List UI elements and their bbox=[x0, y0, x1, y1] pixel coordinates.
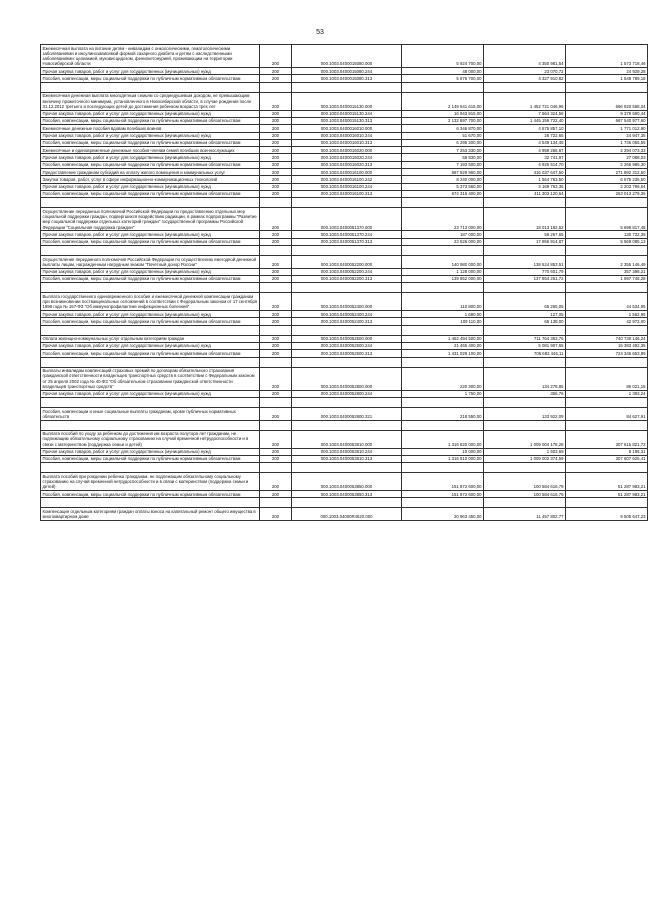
row-code-cell: 200 bbox=[260, 125, 292, 132]
row-plan-cell: 218 550,00 bbox=[402, 408, 484, 421]
row-name-cell: Прочая закупка товаров, работ и услуг для государственных (муниципальных) нужд bbox=[41, 390, 260, 397]
row-classification-cell: 000.1003.0400052400.313 bbox=[292, 318, 402, 325]
row-code-cell: 200 bbox=[260, 275, 292, 282]
row-plan-cell: 23 713 000,00 bbox=[402, 208, 484, 231]
row-name-cell: Предоставление гражданам субсидий на оплату жилого помещения и коммунальных услуг bbox=[41, 169, 260, 176]
row-rest-cell: 2 355 146,49 bbox=[566, 256, 648, 269]
row-classification-cell: 000.1003.0400053810.000 bbox=[292, 430, 402, 448]
row-name-cell: Прочая закупка товаров, работ и услуг для государственных (муниципальных) нужд bbox=[41, 311, 260, 318]
row-code-cell: 200 bbox=[260, 508, 292, 521]
row-plan-cell: 5 924 700,00 bbox=[402, 45, 484, 68]
row-rest-cell: 2 203 796,64 bbox=[566, 183, 648, 190]
table-row bbox=[41, 110, 648, 117]
row-code-cell: 200 bbox=[260, 110, 292, 117]
row-code-cell: 200 bbox=[260, 139, 292, 146]
row-classification-cell: 000.1003.0400016010.244 bbox=[292, 132, 402, 139]
row-classification-cell: 000.1003.0400016010.000 bbox=[292, 125, 402, 132]
row-classification-cell: 000.1003.0400052800.244 bbox=[292, 390, 402, 397]
spacer-row bbox=[41, 283, 648, 293]
row-rest-cell: 1 548 789,18 bbox=[566, 75, 648, 82]
row-fact-cell: 100 584 616,79 bbox=[484, 491, 566, 498]
row-plan-cell: 51 670,00 bbox=[402, 132, 484, 139]
row-plan-cell: 6 295 200,00 bbox=[402, 139, 484, 146]
row-fact-cell: 134 278,85 bbox=[484, 367, 566, 390]
row-rest-cell: 9 505 647,23 bbox=[566, 508, 648, 521]
row-name-cell: Прочая закупка товаров, работ и услуг для государственных (муниципальных) нужд bbox=[41, 154, 260, 161]
row-name-cell: Компенсация отдельным категориям граждан оплаты взноса на капитальный ремонт общего имущества в многоквартирном доме bbox=[41, 508, 260, 521]
row-fact-cell: 1 009 004 178,28 bbox=[484, 430, 566, 448]
row-plan-cell: 1 452 494 500,00 bbox=[402, 335, 484, 342]
row-plan-cell: 1 128 000,00 bbox=[402, 268, 484, 275]
row-plan-cell: 8 240 000,00 bbox=[402, 176, 484, 183]
row-classification-cell: 000.1003.0400052200.244 bbox=[292, 268, 402, 275]
row-classification-cell: 000.1003.0400016100.313 bbox=[292, 190, 402, 197]
row-name-cell: Пособия, компенсации, меры социальной поддержки по публичным нормативным обязательствам bbox=[41, 161, 260, 168]
row-code-cell: 200 bbox=[260, 208, 292, 231]
table-row bbox=[41, 183, 648, 190]
row-fact-cell: 416 037 647,50 bbox=[484, 169, 566, 176]
spacer-row bbox=[41, 198, 648, 208]
row-fact-cell: 4 327 910,82 bbox=[484, 75, 566, 82]
row-classification-cell: 000.1003.0400052500.313 bbox=[292, 350, 402, 357]
row-plan-cell: 21 465 400,00 bbox=[402, 342, 484, 349]
row-name-cell: Пособия, компенсации, меры социальной поддержки по публичным нормативным обязательствам bbox=[41, 117, 260, 124]
row-classification-cell: 000.1003.0400053810.313 bbox=[292, 455, 402, 462]
row-rest-cell: 1 771 012,90 bbox=[566, 125, 648, 132]
spacer-row bbox=[41, 498, 648, 508]
row-classification-cell: 000.1003.0400016100.242 bbox=[292, 176, 402, 183]
table-row bbox=[41, 125, 648, 132]
table-row bbox=[41, 231, 648, 238]
budget-execution-table bbox=[40, 44, 648, 521]
spacer-row bbox=[41, 246, 648, 256]
row-classification-cell: 000.1003.0400016010.313 bbox=[292, 139, 402, 146]
row-rest-cell: 1 997 748,28 bbox=[566, 275, 648, 282]
row-classification-cell: 000.1003.0400053810.244 bbox=[292, 448, 402, 455]
row-name-cell: Оплата жилищно-коммунальных услуг отдельным категориям граждан bbox=[41, 335, 260, 342]
row-fact-cell: 770 601,79 bbox=[484, 268, 566, 275]
row-rest-cell: 9 379 590,44 bbox=[566, 110, 648, 117]
row-classification-cell: 000.1003.0400015130.244 bbox=[292, 110, 402, 117]
row-classification-cell: 000.1003.0400051370.000 bbox=[292, 208, 402, 231]
row-classification-cell: 000.1003.0400052400.244 bbox=[292, 311, 402, 318]
table-row bbox=[41, 176, 648, 183]
table-row bbox=[41, 147, 648, 154]
row-name-cell: Осуществление переданного полномочия Российской Федерации по осуществлению ежегодной денежной выплаты лицам, награжденным нагрудным знаком "Почетный донор России" bbox=[41, 256, 260, 269]
spacer-row bbox=[41, 357, 648, 367]
table-row bbox=[41, 238, 648, 245]
row-plan-cell: 1 316 610 000,00 bbox=[402, 455, 484, 462]
table-row bbox=[41, 68, 648, 75]
row-plan-cell: 23 526 000,00 bbox=[402, 238, 484, 245]
table-row bbox=[41, 473, 648, 491]
row-classification-cell: 000.1003.04000R4620.000 bbox=[292, 508, 402, 521]
row-rest-cell: 42 972,00 bbox=[566, 318, 648, 325]
row-code-cell: 200 bbox=[260, 75, 292, 82]
row-fact-cell: 356,76 bbox=[484, 390, 566, 397]
row-classification-cell: 000.1003.0400016020.244 bbox=[292, 154, 402, 161]
row-fact-cell: 706 682 446,11 bbox=[484, 350, 566, 357]
row-rest-cell: 2 294 073,33 bbox=[566, 147, 648, 154]
row-name-cell: Пособия, компенсации, меры социальной поддержки по публичным нормативным обязательствам bbox=[41, 491, 260, 498]
row-fact-cell: 4 575 857,10 bbox=[484, 125, 566, 132]
row-rest-cell: 263 013 279,36 bbox=[566, 190, 648, 197]
row-rest-cell: 24 947,35 bbox=[566, 132, 648, 139]
row-code-cell: 200 bbox=[260, 169, 292, 176]
row-rest-cell: 6 675 236,50 bbox=[566, 176, 648, 183]
page-number: 53 bbox=[316, 29, 324, 36]
table-row bbox=[41, 256, 648, 269]
table-row bbox=[41, 132, 648, 139]
row-code-cell: 200 bbox=[260, 132, 292, 139]
row-code-cell: 200 bbox=[260, 161, 292, 168]
row-fact-cell: 3 169 763,36 bbox=[484, 183, 566, 190]
table-row bbox=[41, 508, 648, 521]
row-fact-cell: 4 549 134,45 bbox=[484, 139, 566, 146]
spacer-row bbox=[41, 463, 648, 473]
row-code-cell: 200 bbox=[260, 256, 292, 269]
row-plan-cell: 1 316 620 000,00 bbox=[402, 430, 484, 448]
row-plan-cell: 674 316 400,00 bbox=[402, 190, 484, 197]
row-fact-cell: 1 452 721 046,96 bbox=[484, 92, 566, 110]
row-classification-cell: 000.1003.0400016100.244 bbox=[292, 183, 402, 190]
row-rest-cell: 2 266 985,30 bbox=[566, 161, 648, 168]
row-name-cell: Пособия, компенсации, меры социальной поддержки по публичным нормативным обязательствам bbox=[41, 455, 260, 462]
row-rest-cell: 44 534,95 bbox=[566, 293, 648, 311]
table-row bbox=[41, 139, 648, 146]
table-row bbox=[41, 208, 648, 231]
row-fact-cell: 711 764 353,76 bbox=[484, 335, 566, 342]
row-classification-cell: 000.1003.0400052800.000 bbox=[292, 367, 402, 390]
table-row bbox=[41, 390, 648, 397]
row-rest-cell: 1 573 718,46 bbox=[566, 45, 648, 68]
row-name-cell: Пособия, компенсации, меры социальной поддержки по публичным нормативным обязательствам bbox=[41, 190, 260, 197]
row-name-cell: Закупка товаров, работ, услуг в сфере информационно-коммуникационных технологий bbox=[41, 176, 260, 183]
row-fact-cell: 17 956 914,87 bbox=[484, 238, 566, 245]
row-code-cell: 200 bbox=[260, 238, 292, 245]
row-fact-cell: 5 081 907,65 bbox=[484, 342, 566, 349]
row-name-cell: Прочая закупка товаров, работ и услуг для государственных (муниципальных) нужд bbox=[41, 231, 260, 238]
row-name-cell: Выплаты инвалидам компенсаций страховых премий по договорам обязательного страхования гражданской ответственности владельцев транспортных средств в соответствии с Федеральным законом от 25 апреля 2002 года № 40-ФЗ "Об обязательном страховании гражданской ответственности владельцев транспортных средств" bbox=[41, 367, 260, 390]
row-code-cell: 200 bbox=[260, 408, 292, 421]
row-name-cell: Выплата пособий по уходу за ребенком до достижения им возраста полутора лет гражданам, не подлежащим обязательному социальному страхованию на случай временной нетрудоспособности и в связи с материнством (поддержка семьи и детей) bbox=[41, 430, 260, 448]
row-plan-cell: 151 872 600,00 bbox=[402, 473, 484, 491]
row-name-cell: Пособия, компенсации, меры социальной поддержки по публичным нормативным обязательствам bbox=[41, 318, 260, 325]
row-fact-cell: 1 564 763,50 bbox=[484, 176, 566, 183]
row-name-cell: Прочая закупка товаров, работ и услуг для государственных (муниципальных) нужд bbox=[41, 132, 260, 139]
row-code-cell: 200 bbox=[260, 231, 292, 238]
spacer-row bbox=[41, 82, 648, 92]
row-code-cell: 200 bbox=[260, 335, 292, 342]
table-row bbox=[41, 154, 648, 161]
row-rest-cell: 16 383 492,35 bbox=[566, 342, 648, 349]
row-code-cell: 200 bbox=[260, 390, 292, 397]
row-plan-cell: 687 929 960,00 bbox=[402, 169, 484, 176]
row-rest-cell: 5 569 085,13 bbox=[566, 238, 648, 245]
row-fact-cell: 133 922,09 bbox=[484, 408, 566, 421]
row-name-cell: Прочая закупка товаров, работ и услуг для государственных (муниципальных) нужд bbox=[41, 68, 260, 75]
row-rest-cell: 1 746 065,55 bbox=[566, 139, 648, 146]
row-name-cell: Прочая закупка товаров, работ и услуг для государственных (муниципальных) нужд bbox=[41, 110, 260, 117]
row-code-cell: 200 bbox=[260, 45, 292, 68]
row-rest-cell: 1 393,24 bbox=[566, 390, 648, 397]
row-classification-cell: 000.1003.0400052500.244 bbox=[292, 342, 402, 349]
table-row bbox=[41, 293, 648, 311]
row-code-cell: 200 bbox=[260, 473, 292, 491]
row-name-cell: Прочая закупка товаров, работ и услуг для государственных (муниципальных) нужд bbox=[41, 183, 260, 190]
row-name-cell: Пособия, компенсации, меры социальной поддержки по публичным нормативным обязательствам bbox=[41, 238, 260, 245]
table-row bbox=[41, 161, 648, 168]
row-classification-cell: 000.1003.0400052200.313 bbox=[292, 275, 402, 282]
row-plan-cell: 139 852 000,00 bbox=[402, 275, 484, 282]
spacer-row bbox=[41, 325, 648, 335]
row-plan-cell: 1 431 029 100,00 bbox=[402, 350, 484, 357]
row-code-cell: 200 bbox=[260, 318, 292, 325]
row-fact-cell: 11 457 802,77 bbox=[484, 508, 566, 521]
row-name-cell: Прочая закупка товаров, работ и услуг для государственных (муниципальных) нужд bbox=[41, 268, 260, 275]
row-rest-cell: 696 920 568,04 bbox=[566, 92, 648, 110]
row-fact-cell: 18 013 182,52 bbox=[484, 208, 566, 231]
row-fact-cell: 138 624 853,51 bbox=[484, 256, 566, 269]
row-rest-cell: 27 088,03 bbox=[566, 154, 648, 161]
row-rest-cell: 130 732,35 bbox=[566, 231, 648, 238]
row-plan-cell: 20 963 450,00 bbox=[402, 508, 484, 521]
row-fact-cell: 4 350 981,54 bbox=[484, 45, 566, 68]
row-code-cell: 200 bbox=[260, 491, 292, 498]
row-code-cell: 200 bbox=[260, 268, 292, 275]
row-code-cell: 200 bbox=[260, 342, 292, 349]
row-code-cell: 200 bbox=[260, 92, 292, 110]
row-plan-cell: 7 193 500,00 bbox=[402, 161, 484, 168]
row-plan-cell: 220 300,00 bbox=[402, 367, 484, 390]
row-rest-cell: 307 615 821,72 bbox=[566, 430, 648, 448]
row-fact-cell: 1 445 156 722,40 bbox=[484, 117, 566, 124]
row-name-cell: Осуществление переданных полномочий Российской Федерации по предоставлению отдельных мер социальной поддержки граждан, подвергшихся воздействию радиации, в рамках подпрограммы "Развитие мер социальной поддержки отдельных категорий граждан" государственной программы Российской Федерации "Социальная поддержка граждан" bbox=[41, 208, 260, 231]
table-row bbox=[41, 367, 648, 390]
row-fact-cell: 23 070,72 bbox=[484, 68, 566, 75]
row-code-cell: 200 bbox=[260, 117, 292, 124]
row-fact-cell: 65 265,05 bbox=[484, 293, 566, 311]
row-fact-cell: 7 564 324,56 bbox=[484, 110, 566, 117]
row-classification-cell: 000.1003.0400015080.244 bbox=[292, 68, 402, 75]
row-plan-cell: 10 000,00 bbox=[402, 448, 484, 455]
row-name-cell: Прочая закупка товаров, работ и услуг для государственных (муниципальных) нужд bbox=[41, 448, 260, 455]
row-classification-cell: 000.1003.0400016100.000 bbox=[292, 169, 402, 176]
row-fact-cell: 411 303 120,64 bbox=[484, 190, 566, 197]
row-classification-cell: 000.1003.0400051370.244 bbox=[292, 231, 402, 238]
row-code-cell: 200 bbox=[260, 430, 292, 448]
row-plan-cell: 7 253 330,00 bbox=[402, 147, 484, 154]
row-name-cell: Выплата государственного единовременного пособия и ежемесячной денежной компенсации гражданам при возникновении поствакцинальных осложнений в соответствии с Федеральным законом от 17 сентября 1998 года № 157-ФЗ "Об иммунопрофилактике инфекционных болезней" bbox=[41, 293, 260, 311]
row-name-cell: Ежемесячные денежные пособия вдовам погибших воинов bbox=[41, 125, 260, 132]
spacer-row bbox=[41, 420, 648, 430]
table-row bbox=[41, 408, 648, 421]
row-code-cell: 200 bbox=[260, 147, 292, 154]
row-rest-cell: 5 699 817,48 bbox=[566, 208, 648, 231]
row-plan-cell: 48 000,00 bbox=[402, 68, 484, 75]
table-row bbox=[41, 169, 648, 176]
row-rest-cell: 687 540 977,60 bbox=[566, 117, 648, 124]
row-rest-cell: 307 607 625,41 bbox=[566, 455, 648, 462]
row-classification-cell: 000.1003.0400015080.000 bbox=[292, 45, 402, 68]
row-classification-cell: 000.1003.0400016020.000 bbox=[292, 147, 402, 154]
table-row bbox=[41, 455, 648, 462]
row-plan-cell: 5 373 560,00 bbox=[402, 183, 484, 190]
row-code-cell: 200 bbox=[260, 183, 292, 190]
row-rest-cell: 271 892 312,50 bbox=[566, 169, 648, 176]
table-row bbox=[41, 190, 648, 197]
row-name-cell: Ежемесячная денежная выплата многодетным семьям со среднедушевым доходом, не превышающим величину прожиточного минимума, установленного в Новосибирской области, в случае рождения после 31.12.2012 третьего и последующих детей до достижения ребенком возраста трех лет bbox=[41, 92, 260, 110]
row-fact-cell: 4 926 514,70 bbox=[484, 161, 566, 168]
row-classification-cell: 000.1003.0400051370.313 bbox=[292, 238, 402, 245]
row-fact-cell: 65 138,00 bbox=[484, 318, 566, 325]
table-row bbox=[41, 430, 648, 448]
table-row bbox=[41, 311, 648, 318]
row-code-cell: 200 bbox=[260, 154, 292, 161]
row-plan-cell: 59 830,00 bbox=[402, 154, 484, 161]
row-name-cell: Ежемесячные и единовременные денежные пособия членам семей погибших военнослужащих bbox=[41, 147, 260, 154]
row-code-cell: 200 bbox=[260, 350, 292, 357]
row-name-cell: Ежемесячная выплата на питание детям - инвалидам с онкологическими, гематологическими заболеваниями и инсулинозависимой формой сахарного диабета и детям с наследственными заболеваниями: целиакией, муковисцидозом, фенилкетонурией, проживающим на территории Новосибирской области bbox=[41, 45, 260, 68]
row-code-cell: 200 bbox=[260, 311, 292, 318]
row-name-cell: Пособия, компенсации и иные социальные выплаты гражданам, кроме публичных нормативных обязательств bbox=[41, 408, 260, 421]
row-name-cell: Пособия, компенсации, меры социальной поддержки по публичным нормативным обязательствам bbox=[41, 350, 260, 357]
row-classification-cell: 000.1003.0400053850.000 bbox=[292, 473, 402, 491]
row-rest-cell: 86 021,15 bbox=[566, 367, 648, 390]
row-plan-cell: 16 943 915,00 bbox=[402, 110, 484, 117]
table-row bbox=[41, 117, 648, 124]
row-fact-cell: 56 267,65 bbox=[484, 231, 566, 238]
row-rest-cell: 84 627,91 bbox=[566, 408, 648, 421]
row-plan-cell: 110 800,00 bbox=[402, 293, 484, 311]
row-name-cell: Выплата пособий при рождении ребенка гражданам, не подлежащим обязательному социальному страхованию на случай временной нетрудоспособности и в связи с материнством (поддержка семьи и детей) bbox=[41, 473, 260, 491]
row-code-cell: 200 bbox=[260, 176, 292, 183]
spacer-row bbox=[41, 398, 648, 408]
row-fact-cell: 4 959 256,67 bbox=[484, 147, 566, 154]
row-fact-cell: 1 603,69 bbox=[484, 448, 566, 455]
row-code-cell: 200 bbox=[260, 367, 292, 390]
row-plan-cell: 140 980 000,00 bbox=[402, 256, 484, 269]
row-rest-cell: 51 287 983,21 bbox=[566, 473, 648, 491]
row-code-cell: 200 bbox=[260, 455, 292, 462]
row-name-cell: Прочая закупка товаров, работ и услуг для государственных (муниципальных) нужд bbox=[41, 342, 260, 349]
row-fact-cell: 32 741,97 bbox=[484, 154, 566, 161]
row-code-cell: 200 bbox=[260, 448, 292, 455]
row-rest-cell: 1 562,95 bbox=[566, 311, 648, 318]
row-classification-cell: 000.1003.0400015080.313 bbox=[292, 75, 402, 82]
row-rest-cell: 51 287 983,21 bbox=[566, 491, 648, 498]
row-plan-cell: 6 346 870,00 bbox=[402, 125, 484, 132]
row-classification-cell: 000.1003.0400052200.000 bbox=[292, 256, 402, 269]
row-plan-cell: 2 132 697 700,00 bbox=[402, 117, 484, 124]
row-rest-cell: 740 730 146,24 bbox=[566, 335, 648, 342]
row-rest-cell: 724 346 653,89 bbox=[566, 350, 648, 357]
row-code-cell: 200 bbox=[260, 293, 292, 311]
table-row bbox=[41, 45, 648, 68]
row-classification-cell: 000.1003.0400015130.000 bbox=[292, 92, 402, 110]
row-plan-cell: 151 872 600,00 bbox=[402, 491, 484, 498]
row-plan-cell: 1 690,00 bbox=[402, 311, 484, 318]
row-name-cell: Пособия, компенсации, меры социальной поддержки по публичным нормативным обязательствам bbox=[41, 139, 260, 146]
table-row bbox=[41, 491, 648, 498]
row-classification-cell: 000.1003.0400052500.000 bbox=[292, 335, 402, 342]
row-rest-cell: 8 196,31 bbox=[566, 448, 648, 455]
row-plan-cell: 187 000,00 bbox=[402, 231, 484, 238]
row-classification-cell: 000.1003.0400016020.313 bbox=[292, 161, 402, 168]
table-row bbox=[41, 448, 648, 455]
table-row bbox=[41, 342, 648, 349]
table-row bbox=[41, 335, 648, 342]
row-fact-cell: 100 584 616,79 bbox=[484, 473, 566, 491]
row-fact-cell: 1 009 002 374,59 bbox=[484, 455, 566, 462]
row-classification-cell: 000.1003.0400053850.313 bbox=[292, 491, 402, 498]
table-row bbox=[41, 75, 648, 82]
row-classification-cell: 000.1003.0400015130.313 bbox=[292, 117, 402, 124]
table-row bbox=[41, 92, 648, 110]
table-row bbox=[41, 350, 648, 357]
row-name-cell: Пособия, компенсации, меры социальной поддержки по публичным нормативным обязательствам bbox=[41, 75, 260, 82]
row-rest-cell: 357 398,21 bbox=[566, 268, 648, 275]
row-plan-cell: 1 750,00 bbox=[402, 390, 484, 397]
table-row bbox=[41, 318, 648, 325]
row-classification-cell: 000.1003.0400052800.321 bbox=[292, 408, 402, 421]
row-fact-cell: 137 854 251,72 bbox=[484, 275, 566, 282]
row-plan-cell: 2 149 641 615,00 bbox=[402, 92, 484, 110]
row-name-cell: Пособия, компенсации, меры социальной поддержки по публичным нормативным обязательствам bbox=[41, 275, 260, 282]
row-classification-cell: 000.1003.0400052400.000 bbox=[292, 293, 402, 311]
row-plan-cell: 109 110,00 bbox=[402, 318, 484, 325]
row-fact-cell: 26 722,65 bbox=[484, 132, 566, 139]
row-rest-cell: 24 929,28 bbox=[566, 68, 648, 75]
row-fact-cell: 127,05 bbox=[484, 311, 566, 318]
row-code-cell: 200 bbox=[260, 190, 292, 197]
table-row bbox=[41, 275, 648, 282]
row-plan-cell: 5 876 700,00 bbox=[402, 75, 484, 82]
row-code-cell: 200 bbox=[260, 68, 292, 75]
table-row bbox=[41, 268, 648, 275]
